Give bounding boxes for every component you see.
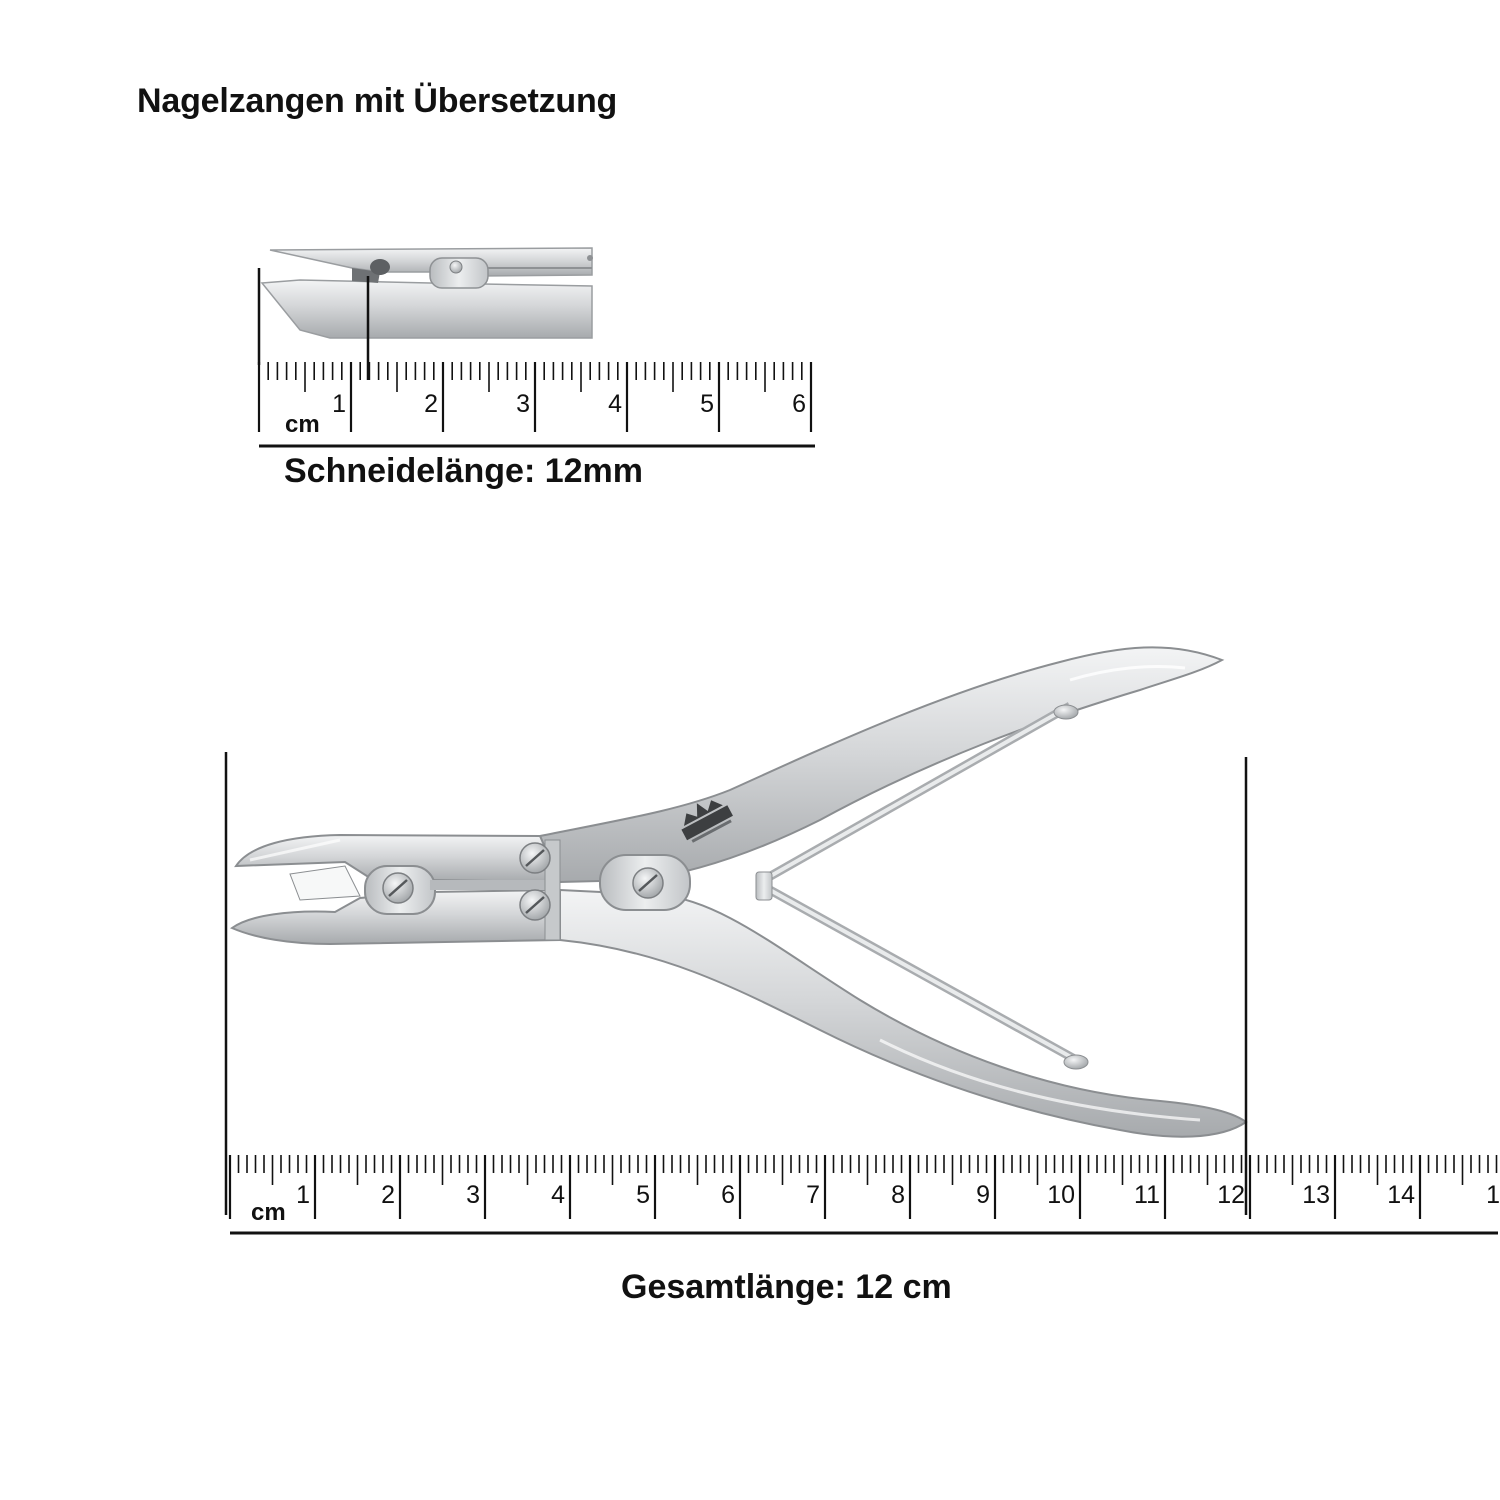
ruler-number-label: 12 <box>1217 1181 1245 1209</box>
screw-icon <box>520 843 550 873</box>
ruler-number-label: 5 <box>700 390 714 418</box>
page-title: Nagelzangen mit Übersetzung <box>137 82 618 120</box>
ruler-number-label: 4 <box>551 1181 565 1209</box>
ruler-number-label: 1 <box>1486 1181 1500 1209</box>
ruler-small <box>259 362 815 446</box>
ruler-number-label: 3 <box>466 1181 480 1209</box>
ruler-number-label: 1 <box>296 1181 310 1209</box>
ruler-large <box>230 1155 1500 1233</box>
overall-length-caption: Gesamtlänge: 12 cm <box>621 1268 952 1306</box>
ruler-number-label: 9 <box>976 1181 990 1209</box>
cutting-tip-detail <box>259 248 593 380</box>
ruler-number-label: 4 <box>608 390 622 418</box>
ruler-number-label: 7 <box>806 1181 820 1209</box>
screw-icon <box>633 868 663 898</box>
ruler-number-label: 3 <box>516 390 530 418</box>
ruler-number-label: 6 <box>792 390 806 418</box>
ruler-number-label: 8 <box>891 1181 905 1209</box>
ruler-number-label: 5 <box>636 1181 650 1209</box>
ruler-number-label: 1 <box>332 390 346 418</box>
ruler-number-label: 6 <box>721 1181 735 1209</box>
ruler-number-label: 13 <box>1302 1181 1330 1209</box>
pliers-illustration <box>232 647 1246 1136</box>
ruler-unit-label: cm <box>285 411 320 438</box>
ruler-number-label: 2 <box>424 390 438 418</box>
ruler-unit-label: cm <box>251 1199 286 1226</box>
ruler-number-label: 14 <box>1387 1181 1415 1209</box>
ruler-number-label: 10 <box>1047 1181 1075 1209</box>
cutting-length-caption: Schneidelänge: 12mm <box>284 452 644 490</box>
screw-icon <box>520 890 550 920</box>
ruler-number-label: 11 <box>1134 1181 1160 1209</box>
screw-icon <box>383 873 413 903</box>
ruler-number-label: 2 <box>381 1181 395 1209</box>
